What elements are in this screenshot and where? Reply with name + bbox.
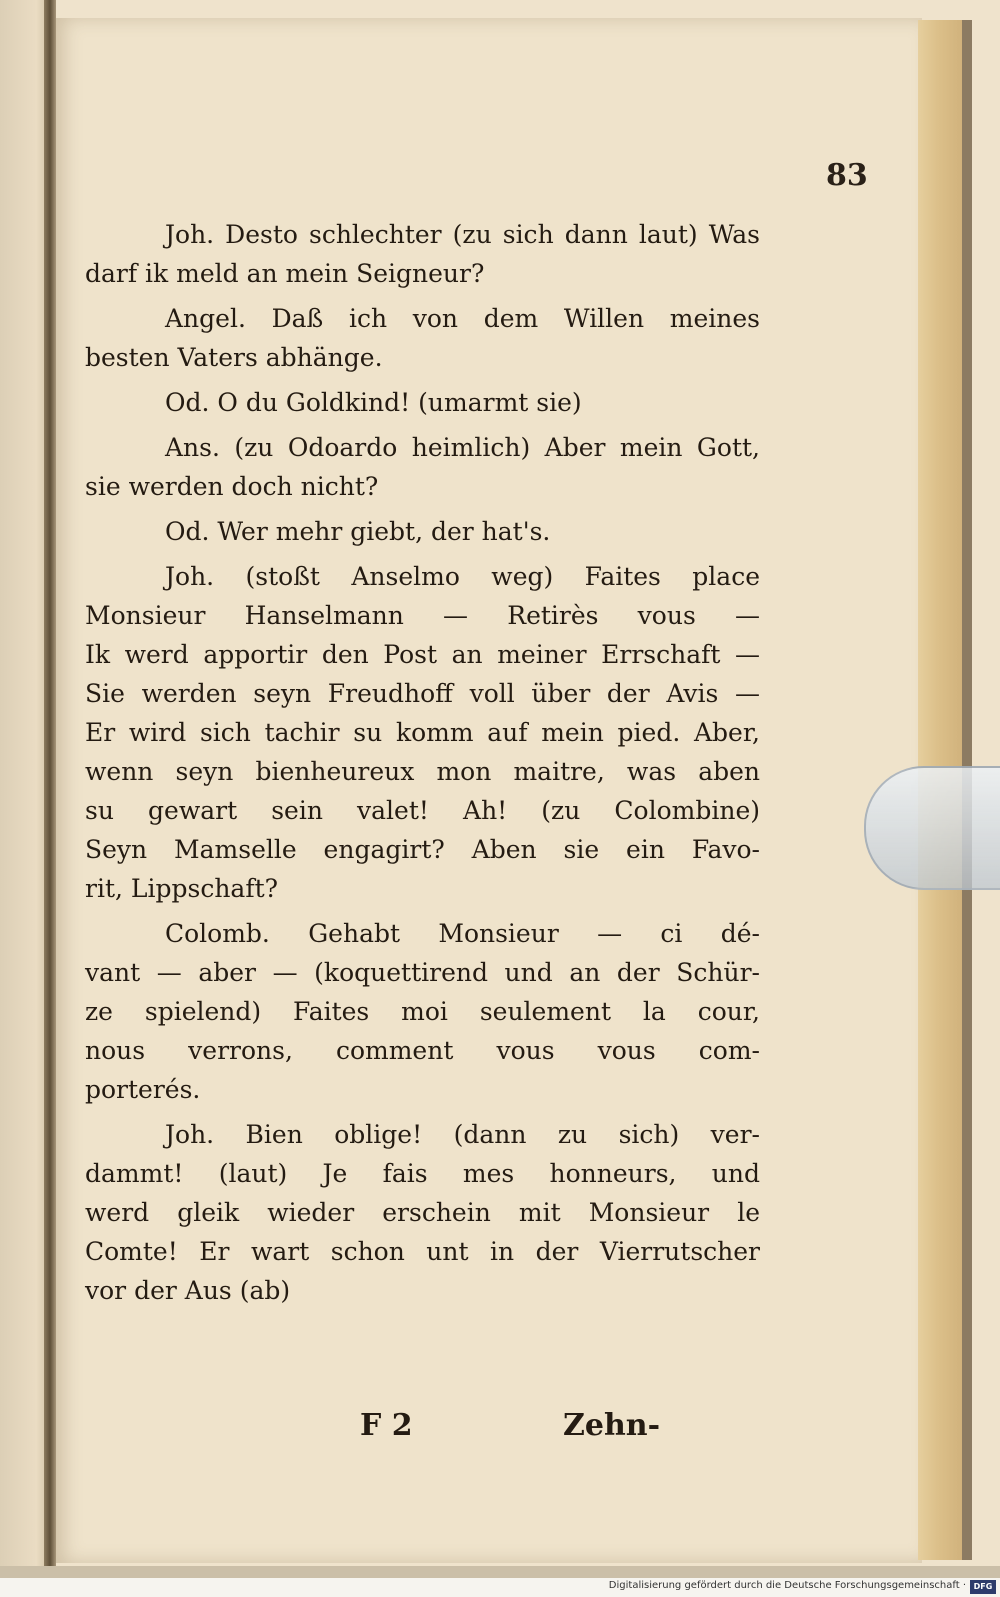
text-line: vant — aber — (koquettirend und an der Schür- xyxy=(85,958,760,987)
page-text xyxy=(85,215,760,1316)
text-line: besten Vaters abhänge. xyxy=(85,343,383,372)
text-line: rit, Lippschaft? xyxy=(85,874,279,903)
text-line: nous verrons, comment vous vous com- xyxy=(85,1036,760,1065)
text-line: Ans. (zu Odoardo heimlich) Aber mein Gott, xyxy=(165,433,760,462)
page-footer xyxy=(85,1408,760,1448)
text-line: Monsieur Hanselmann — Retirès vous — xyxy=(85,601,760,630)
text-line: su gewart sein valet! Ah! (zu Colombine) xyxy=(85,796,760,825)
text-line: Joh. Desto schlechter (zu sich dann laut) Was xyxy=(165,220,760,249)
book-gutter xyxy=(44,0,56,1578)
text-line: ze spielend) Faites moi seulement la cour, xyxy=(85,997,760,1026)
paragraph xyxy=(85,557,760,908)
text-line: wenn seyn bienheureux mon maitre, was aben xyxy=(85,757,760,786)
text-line: Seyn Mamselle engagirt? Aben sie ein Favo- xyxy=(85,835,760,864)
text-line: Joh. Bien oblige! (dann zu sich) ver- xyxy=(165,1120,760,1149)
signature-mark: F 2 xyxy=(360,1408,413,1443)
text-line: Od. Wer mehr giebt, der hat's. xyxy=(165,517,551,546)
catchword: Zehn- xyxy=(563,1408,661,1443)
text-line: Comte! Er wart schon unt in der Vierrutscher xyxy=(85,1237,760,1266)
text-line: Colomb. Gehabt Monsieur — ci dé- xyxy=(165,919,760,948)
paragraph xyxy=(85,299,760,377)
text-line: porterés. xyxy=(85,1075,201,1104)
text-line: darf ik meld an mein Seigneur? xyxy=(85,259,485,288)
paragraph xyxy=(85,512,760,551)
page-clip xyxy=(864,766,1000,890)
credit-bar xyxy=(0,1578,1000,1597)
text-line: sie werden doch nicht? xyxy=(85,472,379,501)
text-line: vor der Aus (ab) xyxy=(85,1276,291,1305)
paragraph xyxy=(85,428,760,506)
text-line: Od. O du Goldkind! (umarmt sie) xyxy=(165,388,582,417)
scan-bottom-band xyxy=(0,1566,1000,1578)
text-line: Er wird sich tachir su komm auf mein pied. Aber, xyxy=(85,718,760,747)
paragraph xyxy=(85,914,760,1109)
paragraph xyxy=(85,383,760,422)
text-line: dammt! (laut) Je fais mes honneurs, und xyxy=(85,1159,760,1188)
paragraph xyxy=(85,215,760,293)
text-line: Sie werden seyn Freudhoff voll über der Avis — xyxy=(85,679,760,708)
text-line: Angel. Daß ich von dem Willen meines xyxy=(165,304,760,333)
text-line: werd gleik wieder erschein mit Monsieur le xyxy=(85,1198,760,1227)
text-line: Joh. (stoßt Anselmo weg) Faites place xyxy=(165,562,760,591)
paragraph xyxy=(85,1115,760,1310)
credit-text: Digitalisierung gefördert durch die Deutsche Forschungsgemeinschaft · xyxy=(608,1580,966,1591)
page-number: 83 xyxy=(826,158,868,193)
text-line: Ik werd apportir den Post an meiner Errschaft — xyxy=(85,640,760,669)
dfg-logo: DFG xyxy=(970,1580,996,1594)
